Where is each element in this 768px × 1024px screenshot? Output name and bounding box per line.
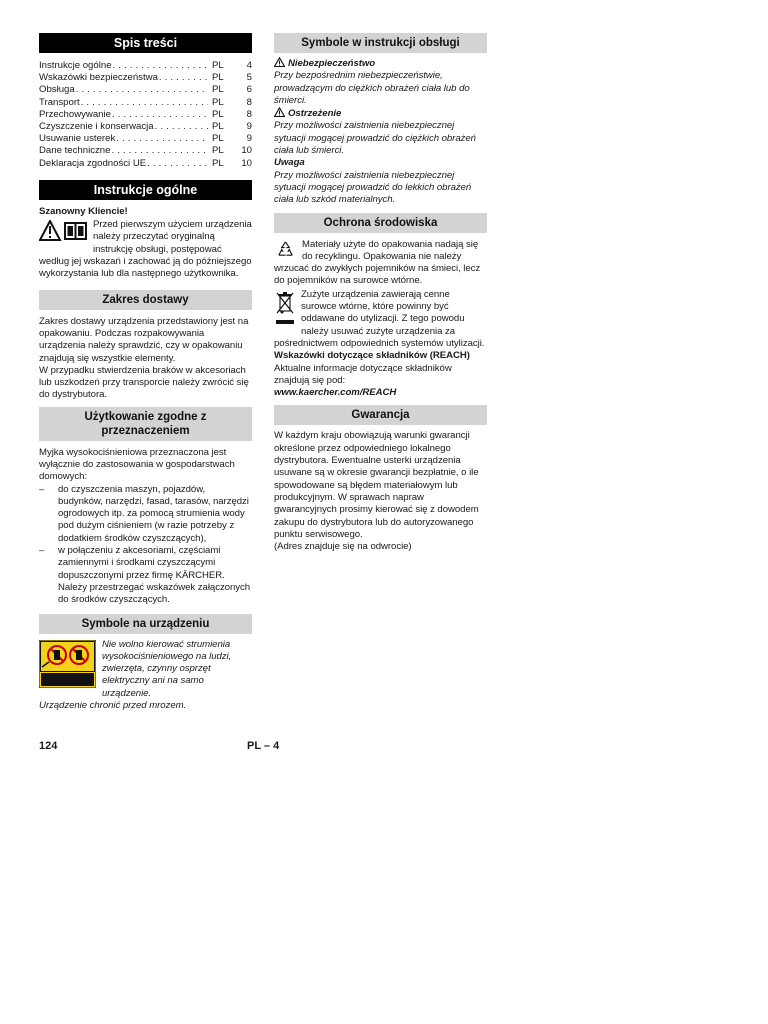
toc-row[interactable] xyxy=(39,72,252,84)
manual-symbols-heading: Symbole w instrukcji obsługi xyxy=(274,33,487,53)
warranty-address-note: (Adres znajduje się na odwrocie) xyxy=(274,541,412,553)
toc-row[interactable] xyxy=(39,97,252,109)
toc-leader-dots xyxy=(112,60,208,72)
list-item-text: w połączeniu z akcesoriami, częściami zamiennymi i środkami czyszczącymi dopuszczonymi przez firmę KÄRCHER. Należy przestrzegać wskazówek załączonych do środków czyszczących. xyxy=(58,545,251,606)
no-spray-label-icon xyxy=(39,640,96,692)
toc-language: PL xyxy=(212,157,224,169)
toc-row[interactable] xyxy=(39,60,252,72)
toc-leader-dots xyxy=(158,72,208,84)
delivery-heading: Zakres dostawy xyxy=(39,290,252,310)
toc-title: Czyszczenie i konserwacja xyxy=(39,121,154,133)
page-number: 124 xyxy=(39,740,58,752)
toc-title: Usuwanie usterek xyxy=(39,133,116,145)
toc-title: Dane techniczne xyxy=(39,145,111,157)
toc-leader-dots xyxy=(75,84,208,96)
toc-page-number: 8 xyxy=(246,96,252,108)
toc-title: Wskazówki bezpieczeństwa xyxy=(39,72,158,84)
toc-row[interactable] xyxy=(39,84,252,96)
toc-language: PL xyxy=(212,60,224,71)
danger-block xyxy=(274,57,487,107)
caution-block xyxy=(274,157,487,206)
toc-language: PL xyxy=(212,121,224,133)
toc-leader-dots xyxy=(154,121,208,133)
warranty-heading: Gwarancja xyxy=(274,405,487,425)
frost-warning: Urządzenie chronić przed mrozem. xyxy=(39,700,187,712)
toc-heading: Spis treści xyxy=(39,33,252,53)
reach-title: Wskazówki dotyczące składników (REACH) xyxy=(274,350,470,362)
warranty-text: W każdym kraju obowiązują warunki gwarancji określone przez odpowiedniego lokalnego dystrybutora. Ewentualne usterki urządzenia usuwane są w okresie gwarancji bezpłatnie, o ile spowodowane są błędem materiałowym lub produkcyjnym. W sprawach napraw gwarancyjnych prosimy kierować się z dowodem zakupu do dystrybutora lub do autoryzowanego punktu serwisowego. xyxy=(274,430,479,540)
list-item xyxy=(39,484,252,545)
toc-title: Deklaracja zgodności UE xyxy=(39,157,147,169)
crossed-bin-icon xyxy=(275,290,295,334)
caution-text: Przy możliwości zaistnienia niebezpiecznej sytuacji mogącej prowadzić do lekkich obrażeń ciała lub szkód materialnych. xyxy=(274,169,472,206)
reach-link[interactable]: www.kaercher.com/REACH xyxy=(274,387,397,399)
page-code: PL – 4 xyxy=(247,740,280,752)
table-of-contents xyxy=(39,60,252,170)
danger-title: Niebezpieczeństwo xyxy=(288,58,376,69)
disposal-text: Zużyte urządzenia zawierają cenne surowce wtórne, które powinny być oddawane do utylizacji. Z tego powodu należy usuwać zużyte urządzenia za pośrednictwem odpowiednich systemów utylizacji. xyxy=(274,288,485,349)
toc-page-number: 4 xyxy=(246,60,252,71)
toc-title: Przechowywanie xyxy=(39,108,111,120)
toc-page-number: 5 xyxy=(246,72,252,84)
device-symbols-heading: Symbole na urządzeniu xyxy=(39,614,252,634)
warning-triangle-icon xyxy=(274,57,285,67)
toc-page-number: 10 xyxy=(241,145,252,157)
toc-title: Obsługa xyxy=(39,84,75,96)
caution-title: Uwaga xyxy=(274,157,305,169)
right-column xyxy=(274,33,487,553)
toc-page-number: 9 xyxy=(246,133,252,145)
intended-use-heading: Użytkowanie zgodne z przeznaczeniem xyxy=(39,407,252,441)
warning-triangle-icon xyxy=(274,107,285,117)
recycle-icon xyxy=(276,240,295,263)
toc-leader-dots xyxy=(110,145,208,157)
list-dash: – xyxy=(39,483,45,495)
recycle-text: Materiały użyte do opakowania nadają się do recyklingu. Opakowania nie należy wrzucać do zwykłych pojemników na śmieci, lecz do pojemników na surowce wtórne. xyxy=(274,238,481,287)
toc-page-number: 10 xyxy=(241,157,252,169)
general-body: Przed pierwszym użyciem urządzenia należy przeczytać oryginalną instrukcję obsługi, postępować według jej wskazań i zachować ją do późniejszego wykorzystania lub dla następnego użytkownika. xyxy=(39,219,252,280)
intended-use-intro: Myjka wysokociśnieniowa przeznaczona jest wyłącznie do zastosowania w gospodarstwach domowych: xyxy=(39,446,235,483)
toc-language: PL xyxy=(212,96,224,108)
general-heading: Instrukcje ogólne xyxy=(39,180,252,200)
toc-leader-dots xyxy=(146,158,208,170)
toc-page-number: 6 xyxy=(246,84,252,96)
toc-language: PL xyxy=(212,84,224,96)
toc-row[interactable] xyxy=(39,109,252,121)
toc-leader-dots xyxy=(80,97,208,109)
greeting: Szanowny Kliencie! xyxy=(39,205,128,217)
toc-page-number: 9 xyxy=(246,121,252,133)
toc-language: PL xyxy=(212,108,224,120)
warning-text: Przy możliwości zaistnienia niebezpiecznej sytuacji mogącej prowadzić do ciężkich obrażeń ciała lub śmierci. xyxy=(274,120,476,157)
list-item-text: do czyszczenia maszyn, pojazdów, budynków, narzędzi, fasad, tarasów, narzędzi ogrodowych itp. za pomocą strumienia wody pod dużym ciśnieniem (w razie potrzeby z dodatkiem środków czyszczących), xyxy=(58,483,249,544)
environment-heading: Ochrona środowiska xyxy=(274,213,487,233)
toc-page-number: 8 xyxy=(246,108,252,120)
toc-title: Transport xyxy=(39,96,80,108)
warning-title: Ostrzeżenie xyxy=(288,108,342,120)
toc-row[interactable] xyxy=(39,121,252,133)
disposal-block xyxy=(274,289,487,350)
device-warning-text: Nie wolno kierować strumienia wysokociśnieniowego na ludzi, zwierzęta, czynny osprzęt elektryczny ani na samo urządzenie. xyxy=(102,638,232,699)
toc-row[interactable] xyxy=(39,133,252,145)
toc-leader-dots xyxy=(111,109,208,121)
toc-language: PL xyxy=(212,145,224,157)
delivery-paragraph-2: W przypadku stwierdzenia braków w akcesoriach lub uszkodzeń przy transporcie należy zwrócić się do dystrybutora. xyxy=(39,364,249,401)
device-symbol-warning xyxy=(39,639,252,700)
list-item xyxy=(39,545,252,606)
toc-language: PL xyxy=(212,72,224,84)
toc-row[interactable] xyxy=(39,145,252,157)
delivery-paragraph-1: Zakres dostawy urządzenia przedstawiony jest na opakowaniu. Podczas rozpakowywania urządzenia należy sprawdzić, czy w opakowaniu znajdują się wszystkie elementy. xyxy=(39,315,249,364)
read-manual-icon xyxy=(39,220,89,246)
toc-language: PL xyxy=(212,133,224,145)
recycle-block xyxy=(274,239,487,288)
toc-leader-dots xyxy=(115,133,208,145)
general-instructions xyxy=(39,219,252,280)
toc-title: Instrukcje ogólne xyxy=(39,60,112,71)
warning-block xyxy=(274,107,487,157)
danger-text: Przy bezpośrednim niebezpieczeństwie, prowadzącym do ciężkich obrażeń ciała lub do śmierci. xyxy=(274,70,470,106)
reach-text: Aktualne informacje dotyczące składników znajdują się pod: xyxy=(274,362,452,386)
left-column xyxy=(39,33,252,712)
intended-use-list xyxy=(39,484,252,607)
list-dash: – xyxy=(39,545,45,557)
toc-row[interactable] xyxy=(39,158,252,170)
